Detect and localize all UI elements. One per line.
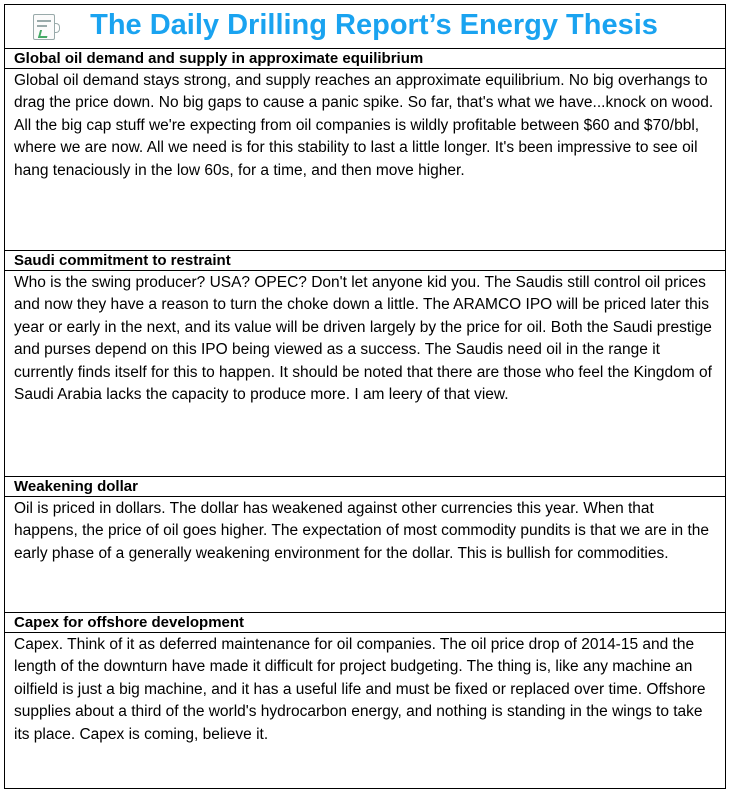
section-weakening-dollar: [5, 476, 725, 612]
section-body: Global oil demand stays strong, and supply reaches an approximate equilibrium. No big overhangs to drag the price down. No big gaps to cause a panic spike. So far, that's what we have...knock on wood. All the big cap stuff we're expecting from oil companies is wildly profitable between $60 and $70/bbl, where we are now. All we need is for this stability to last a little longer. It's been impressive to see oil hang tenaciously in the low 60s, for a time, and then move higher.: [14, 72, 714, 179]
section-heading: Weakening dollar: [5, 477, 725, 497]
section-oil-demand: [5, 49, 725, 250]
section-body: Capex. Think of it as deferred maintenance for oil companies. The oil price drop of 2014-15 and the length of the downturn have made it difficult for project budgeting. The thing is, like any machine an oilfield is just a big machine, and it has a useful life and must be fixed or replaced over time. Offshore supplies about a third of the world's hydrocarbon energy, and nothing is standing in the wings to take its place. Capex is coming, believe it.: [14, 636, 706, 743]
section-heading: Global oil demand and supply in approximate equilibrium: [5, 49, 725, 69]
thesis-table: [4, 4, 726, 789]
section-body: Oil is priced in dollars. The dollar has weakened against other currencies this year. When that happens, the price of oil goes higher. The expectation of most commodity pundits is that we are in the early phase of a generally weakening environment for the dollar. This is bullish for commodities.: [14, 500, 710, 562]
section-heading: Saudi commitment to restraint: [5, 251, 725, 271]
section-heading: Capex for offshore development: [5, 613, 725, 633]
section-body: Who is the swing producer? USA? OPEC? Don't let anyone kid you. The Saudis still control oil prices and now they have a reason to turn the choke down a little. The ARAMCO IPO will be priced later this year or early in the next, and its value will be driven largely by the price for oil. Both the Saudi prestige and purses depend on this IPO being viewed as a success. The Saudis need oil in the range it currently finds itself for this to happen. It should be noted that there are those who feel the Kingdom of Saudi Arabia lacks the capacity to produce more. I am leery of that view.: [14, 274, 712, 404]
section-offshore-capex: [5, 612, 725, 788]
title-row: [5, 5, 725, 49]
page-title: The Daily Drilling Report’s Energy Thesis: [90, 9, 658, 41]
section-saudi-restraint: [5, 250, 725, 476]
